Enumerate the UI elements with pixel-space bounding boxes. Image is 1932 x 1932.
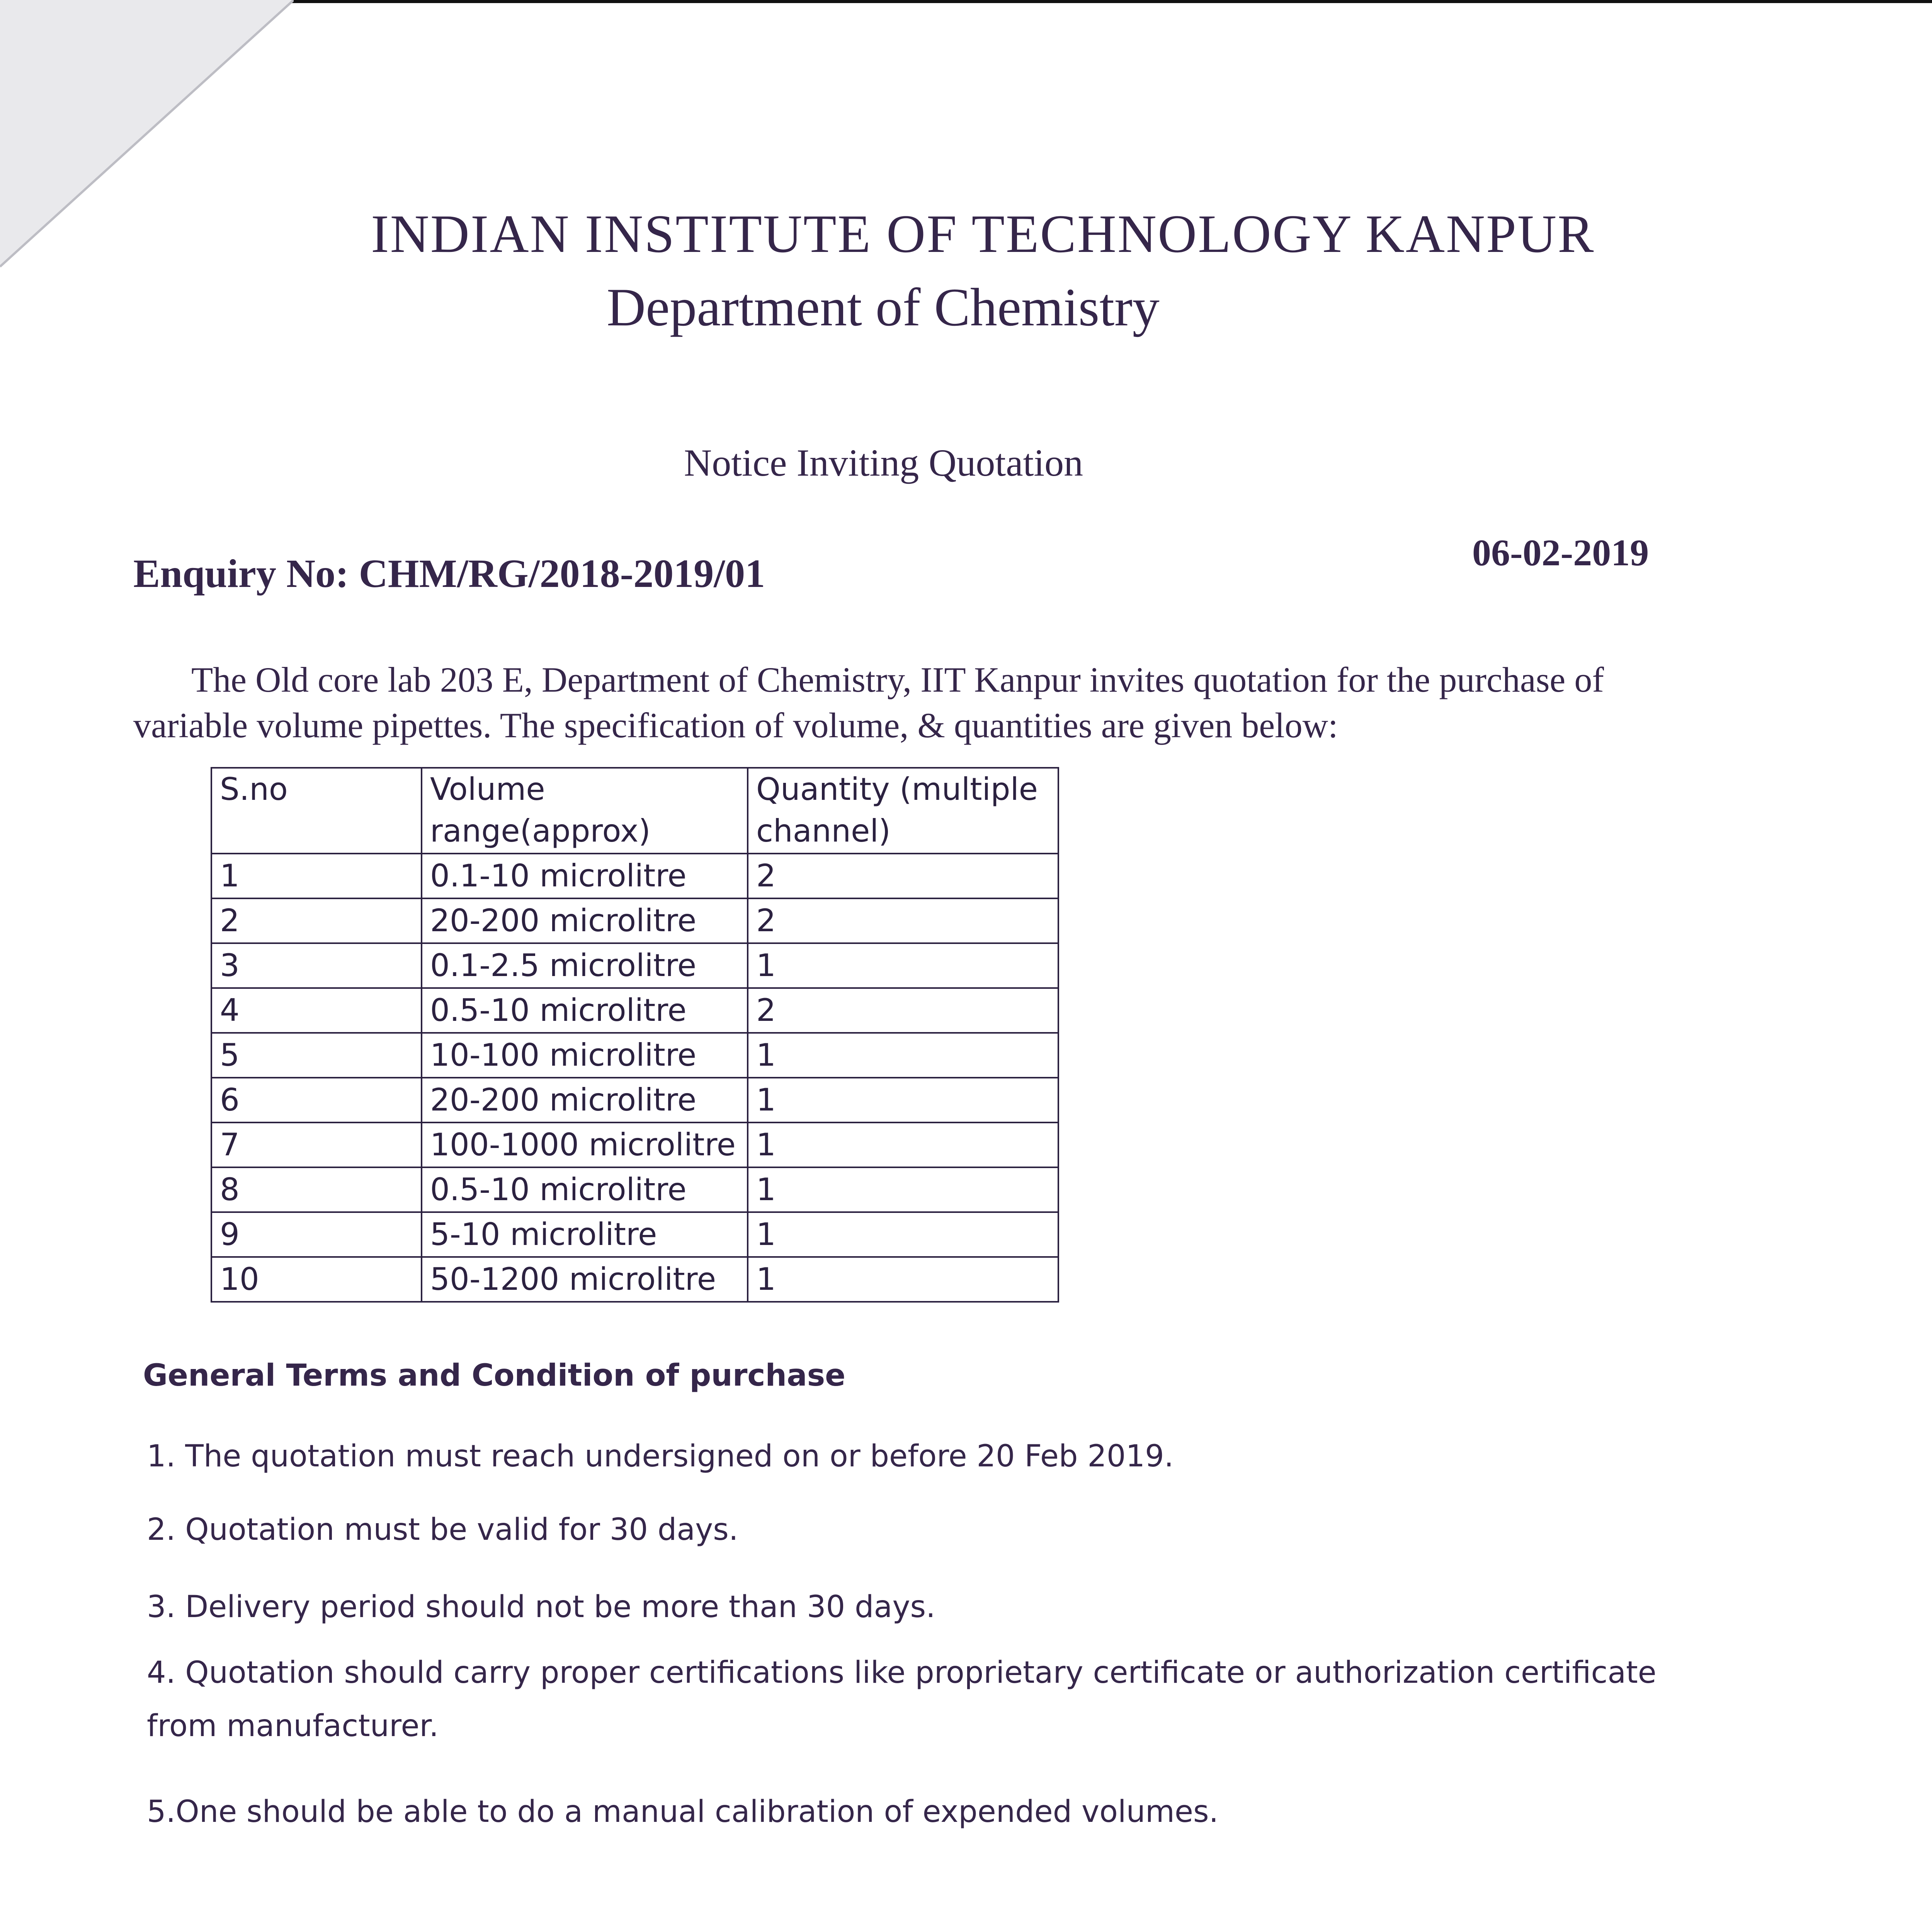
term-item: 3. Delivery period should not be more than 30 days. xyxy=(147,1590,935,1624)
term-item: 4. Quotation should carry proper certifications like proprietary certificate or authorization certificate from manufacturer. xyxy=(147,1655,1656,1743)
cell-quantity: 1 xyxy=(748,1257,1058,1302)
table-row xyxy=(211,1122,1058,1167)
table-row xyxy=(211,898,1058,943)
cell-quantity: 2 xyxy=(748,854,1058,898)
cell-volume: 10-100 microlitre xyxy=(422,1033,748,1078)
table-row xyxy=(211,1078,1058,1122)
cell-volume: 100-1000 microlitre xyxy=(422,1122,748,1167)
cell-quantity: 1 xyxy=(748,1078,1058,1122)
cell-sno: 7 xyxy=(211,1122,422,1167)
scan-top-edge xyxy=(286,0,1932,3)
cell-sno: 2 xyxy=(211,898,422,943)
cell-quantity: 2 xyxy=(748,988,1058,1033)
table-row xyxy=(211,1033,1058,1078)
term-item: 5.One should be able to do a manual calibration of expended volumes. xyxy=(147,1794,1219,1829)
enquiry-number: Enquiry No: CHM/RG/2018-2019/01 xyxy=(133,551,765,596)
term-item: 1. The quotation must reach undersigned on or before 20 Feb 2019. xyxy=(147,1439,1174,1474)
table-row xyxy=(211,988,1058,1033)
cell-volume: 0.1-2.5 microlitre xyxy=(422,943,748,988)
terms-heading: General Terms and Condition of purchase xyxy=(143,1358,846,1393)
header-quantity: Quantity (multiple channel) xyxy=(748,768,1058,854)
cell-volume: 0.5-10 microlitre xyxy=(422,1167,748,1212)
cell-sno: 1 xyxy=(211,854,422,898)
cell-quantity: 1 xyxy=(748,1122,1058,1167)
cell-sno: 3 xyxy=(211,943,422,988)
cell-sno: 10 xyxy=(211,1257,422,1302)
intro-paragraph: The Old core lab 203 E, Department of Chemistry, IIT Kanpur invites quotation for the purchase of variable volume pipettes. The specification of volume, & quantities are given below: xyxy=(133,660,1604,745)
cell-volume: 5-10 microlitre xyxy=(422,1212,748,1257)
table-row xyxy=(211,943,1058,988)
institute-name: INDIAN INSTITUTE OF TECHNOLOGY KANPUR xyxy=(371,204,1595,264)
cell-sno: 4 xyxy=(211,988,422,1033)
table-row xyxy=(211,1167,1058,1212)
header-volume: Volume range(approx) xyxy=(422,768,748,854)
table-row xyxy=(211,1212,1058,1257)
term-item: 2. Quotation must be valid for 30 days. xyxy=(147,1512,738,1547)
cell-volume: 50-1200 microlitre xyxy=(422,1257,748,1302)
table-row xyxy=(211,854,1058,898)
table-header-row xyxy=(211,768,1058,854)
notice-title: Notice Inviting Quotation xyxy=(684,441,1083,484)
cell-sno: 9 xyxy=(211,1212,422,1257)
department-name: Department of Chemistry xyxy=(607,277,1160,337)
cell-sno: 5 xyxy=(211,1033,422,1078)
cell-volume: 0.1-10 microlitre xyxy=(422,854,748,898)
cell-volume: 20-200 microlitre xyxy=(422,1078,748,1122)
specification-table xyxy=(211,767,1059,1303)
notice-date: 06-02-2019 xyxy=(1472,532,1649,574)
cell-sno: 8 xyxy=(211,1167,422,1212)
cell-quantity: 1 xyxy=(748,943,1058,988)
table-row xyxy=(211,1257,1058,1302)
cell-volume: 20-200 microlitre xyxy=(422,898,748,943)
cell-quantity: 1 xyxy=(748,1212,1058,1257)
cell-quantity: 2 xyxy=(748,898,1058,943)
cell-quantity: 1 xyxy=(748,1167,1058,1212)
cell-sno: 6 xyxy=(211,1078,422,1122)
cell-quantity: 1 xyxy=(748,1033,1058,1078)
header-sno: S.no xyxy=(211,768,422,854)
cell-volume: 0.5-10 microlitre xyxy=(422,988,748,1033)
